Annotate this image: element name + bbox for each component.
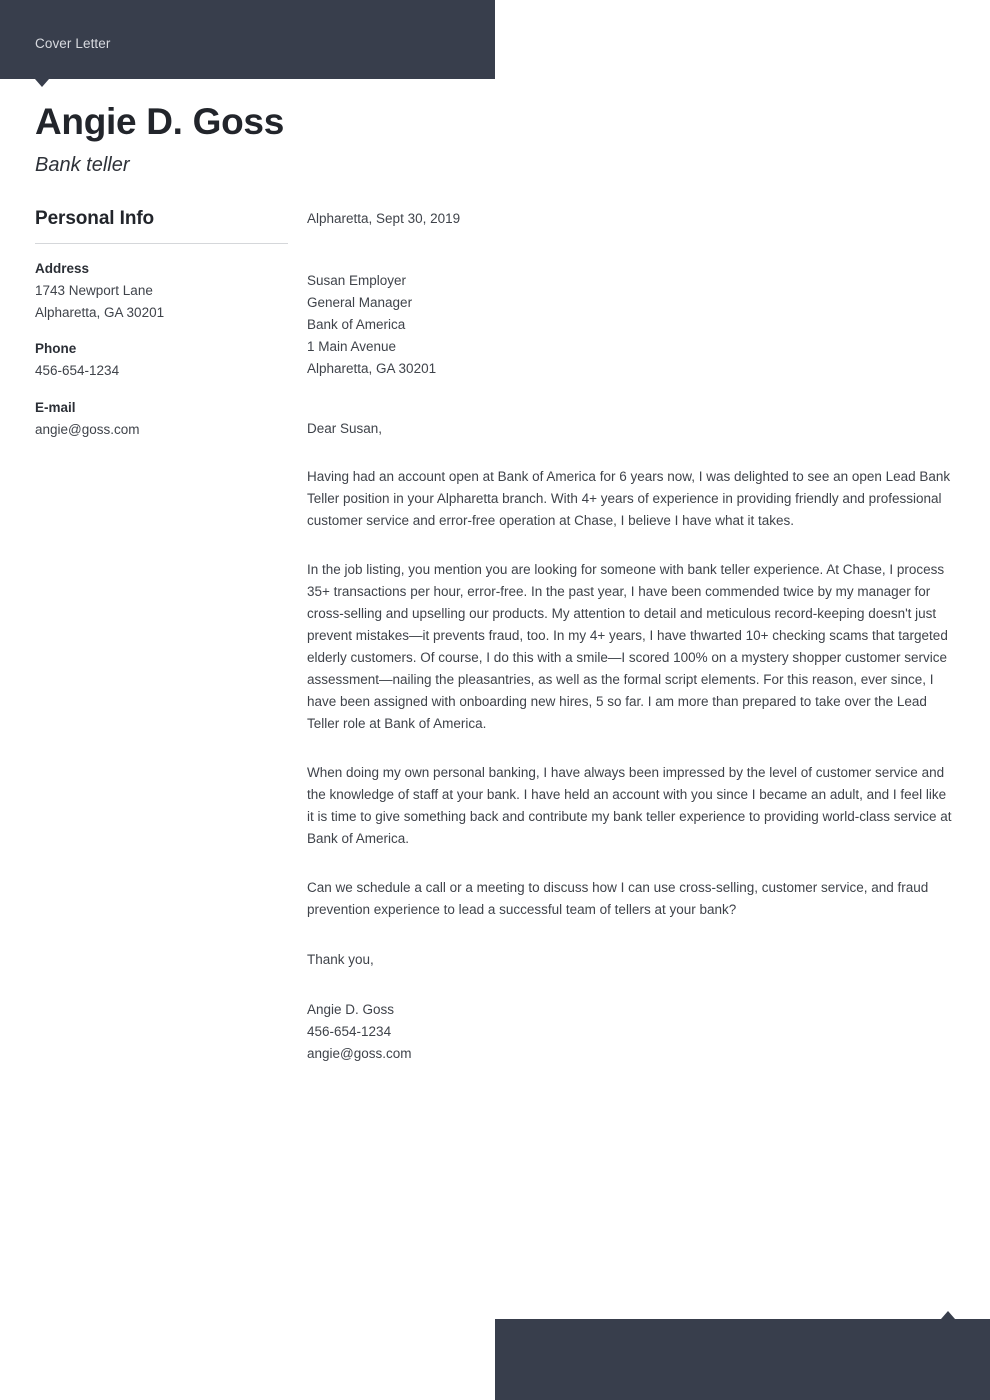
recipient-line: 1 Main Avenue: [307, 338, 397, 354]
info-value: 456-654-1234: [35, 363, 120, 379]
recipient-line: Susan Employer: [307, 272, 407, 288]
letter-paragraph: Having had an account open at Bank of America for 6 years now, I was delighted to see an open Lead Bank Teller position in your Alpharetta branch. With 4+ years of experience in providing friendly and professional customer service and error-free operation at Chase, I believe I have what it takes.: [307, 469, 951, 529]
letter-date: Alpharetta, Sept 30, 2019: [307, 211, 461, 226]
info-group: [35, 259, 288, 324]
signature-block: [307, 999, 955, 1065]
letter-salutation: Dear Susan,: [307, 420, 383, 436]
letter-paragraph: In the job listing, you mention you are looking for someone with bank teller experience. At Chase, I process 35+ transactions per hour, error-free. In the past year, I have been commended twice by my manager for cross-selling and upselling our products. My attention to detail and meticulous record-keeping doesn't just prevent mistakes—it prevents fraud, too. In my 4+ years, I have thwarted 10+ checking scams that targeted elderly customers. Of course, I do this with a smile—I scored 100% on a mystery shopper customer service assessment—nailing the pleasantries, as well as the formal script elements. For this reason, ever since, I have been assigned with onboarding new hires, 5 so far. I am more than prepared to take over the Lead Teller role at Bank of America.: [307, 562, 948, 732]
info-value: Alpharetta, GA 30201: [35, 304, 165, 320]
letter-paragraph: When doing my own personal banking, I have always been impressed by the level of customer service and the knowledge of staff at your bank. I have held an account with you since I became an adult, and I feel like it is time to give something back and contribute my bank teller experience to providing world-class service at Bank of America.: [307, 765, 952, 847]
header-notch-triangle-icon: [35, 79, 49, 87]
personal-info-sidebar: [35, 208, 288, 441]
recipient-line: Alpharetta, GA 30201: [307, 360, 437, 376]
personal-info-groups: [35, 259, 288, 441]
info-group: [35, 339, 288, 382]
recipient-line: Bank of America: [307, 316, 406, 332]
signature-line: Angie D. Goss: [307, 1001, 395, 1017]
candidate-name: Angie D. Goss: [35, 101, 284, 142]
letter-paragraph: Can we schedule a call or a meeting to discuss how I can use cross-selling, customer service, and fraud prevention experience to lead a successful team of tellers at your bank?: [307, 880, 929, 918]
info-label: E-mail: [35, 400, 76, 416]
info-label: Phone: [35, 341, 77, 357]
info-label: Address: [35, 260, 90, 276]
cover-letter-body: [307, 208, 955, 1065]
recipient-address-block: [307, 270, 955, 380]
candidate-header: [35, 101, 465, 177]
letter-closing: Thank you,: [307, 952, 374, 968]
footer-notch-triangle-icon: [941, 1311, 955, 1319]
info-value: 1743 Newport Lane: [35, 282, 153, 298]
letter-paragraphs: [307, 466, 955, 921]
document-type-label: Cover Letter: [35, 36, 111, 51]
candidate-job-title: Bank teller: [35, 154, 130, 177]
section-divider: [35, 243, 288, 244]
personal-info-heading: Personal Info: [35, 208, 155, 229]
signature-line: 456-654-1234: [307, 1023, 392, 1039]
footer-banner: [495, 1319, 990, 1400]
signature-line: angie@goss.com: [307, 1045, 412, 1061]
header-banner: [0, 0, 495, 79]
info-group: [35, 398, 288, 441]
recipient-line: General Manager: [307, 294, 413, 310]
info-value: angie@goss.com: [35, 422, 140, 438]
